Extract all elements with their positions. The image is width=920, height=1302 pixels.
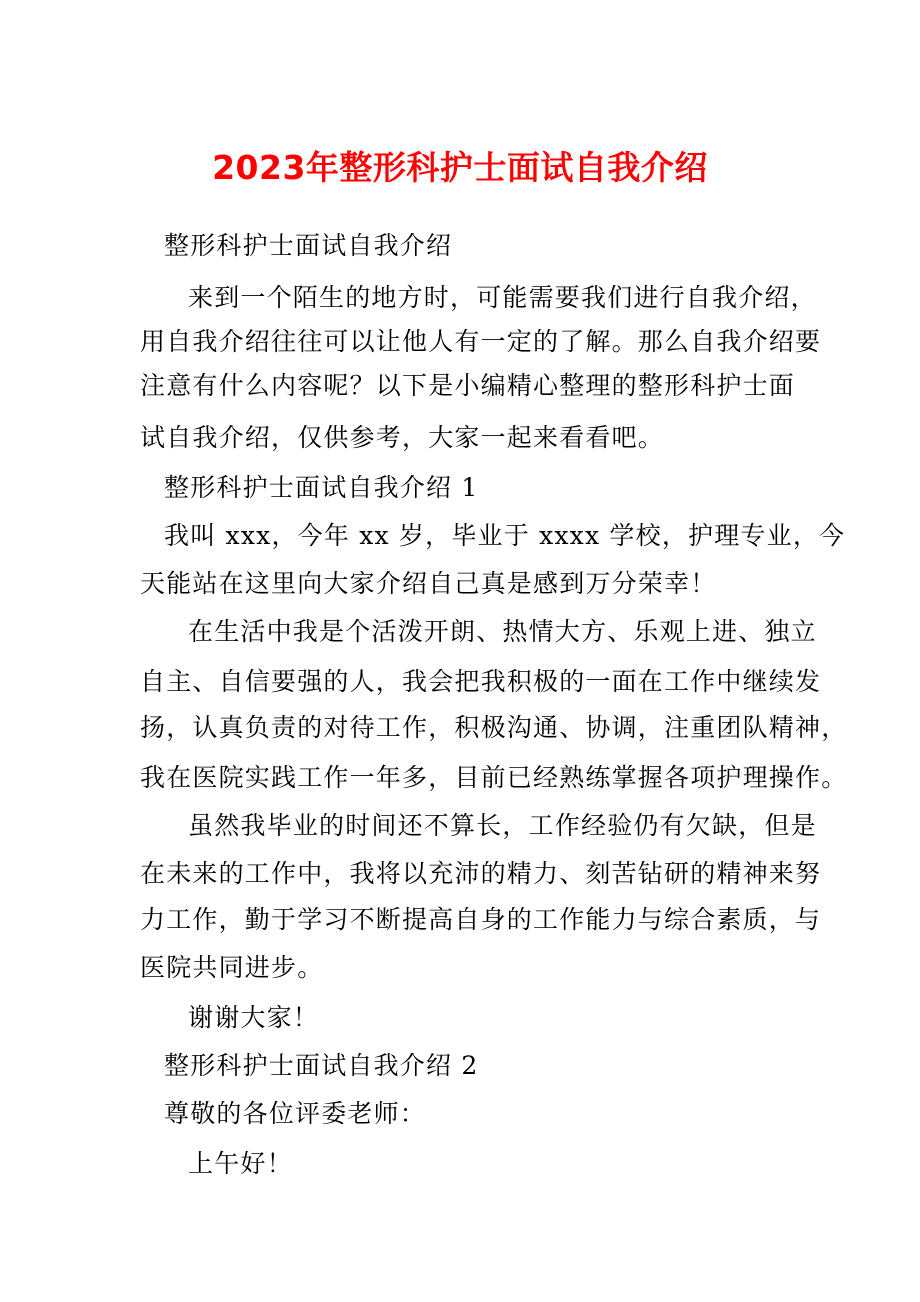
paragraph-line: 上午好！	[188, 1149, 293, 1178]
paragraph-line: 力工作，勤于学习不断提高自身的工作能力与综合素质，与	[140, 905, 822, 934]
paragraph-line: 用自我介绍往往可以让他人有一定的了解。那么自我介绍要	[140, 327, 822, 356]
paragraph-line: 虽然我毕业的时间还不算长，工作经验仍有欠缺，但是	[188, 811, 817, 840]
paragraph-line: 注意有什么内容呢？以下是小编精心整理的整形科护士面	[140, 371, 796, 400]
paragraph-line: 自主、自信要强的人，我会把我积极的一面在工作中继续发	[140, 667, 822, 696]
paragraph-line: 来到一个陌生的地方时，可能需要我们进行自我介绍，	[188, 283, 817, 312]
paragraph-line: 我叫 xxx，今年 xx 岁，毕业于 xxxx 学校，护理专业，今	[164, 521, 846, 550]
paragraph-line: 在生活中我是个活泼开朗、热情大方、乐观上进、独立	[188, 617, 817, 646]
paragraph-line: 谢谢大家！	[188, 1003, 320, 1032]
document-title: 2023年整形科护士面试自我介绍	[212, 148, 708, 187]
paragraph-line: 扬，认真负责的对待工作，积极沟通、协调，注重团队精神，	[140, 713, 848, 742]
section-heading: 整形科护士面试自我介绍	[164, 231, 453, 260]
paragraph-line: 试自我介绍，仅供参考，大家一起来看看吧。	[140, 423, 665, 452]
paragraph-line: 天能站在这里向大家介绍自己真是感到万分荣幸！	[140, 569, 717, 598]
section-heading: 整形科护士面试自我介绍 1	[164, 473, 479, 502]
paragraph-line: 医院共同进步。	[140, 953, 324, 982]
section-heading: 整形科护士面试自我介绍 2	[164, 1051, 479, 1080]
paragraph-line: 我在医院实践工作一年多，目前已经熟练掌握各项护理操作。	[140, 763, 848, 792]
paragraph-line: 在未来的工作中，我将以充沛的精力、刻苦钻研的精神来努	[140, 859, 822, 888]
paragraph-line: 尊敬的各位评委老师：	[164, 1099, 427, 1128]
